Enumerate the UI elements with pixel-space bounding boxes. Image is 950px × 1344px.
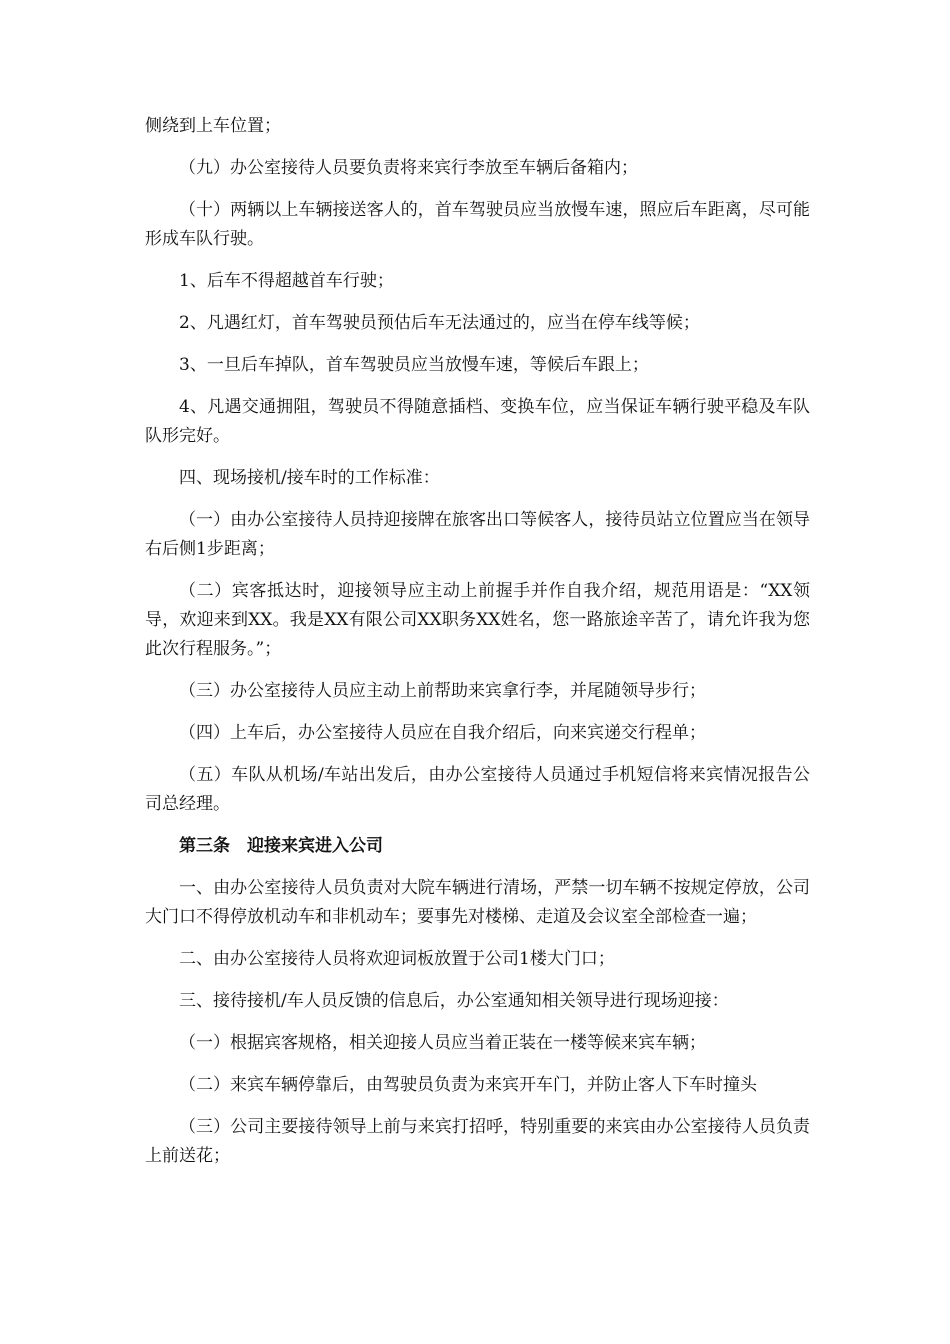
paragraph-rule-3: 3、一旦后车掉队，首车驾驶员应当放慢车速，等候后车跟上； xyxy=(179,355,649,375)
paragraph-substep-1: （一）根据宾客规格，相关迎接人员应当着正装在一楼等候来宾车辆； xyxy=(179,1033,706,1053)
paragraph-standard-2: （二）宾客抵达时，迎接领导应主动上前握手并作自我介绍，规范用语是：“XX领导，欢迎来到XX。我是XX有限公司XX职务XX姓名，您一路旅途辛苦了，请允许我为您此次行程服务。”； xyxy=(145,581,810,659)
paragraph-section-2: 二、由办公室接待人员将欢迎词板放置于公司1楼大门口； xyxy=(179,949,615,969)
paragraph-standard-5: （五）车队从机场/车站出发后，由办公室接待人员通过手机短信将来宾情况报告公司总经理。 xyxy=(145,765,810,814)
paragraph-continuation: 侧绕到上车位置； xyxy=(145,116,281,136)
paragraph-substep-2: （二）来宾车辆停靠后，由驾驶员负责为来宾开车门，并防止客人下车时撞头 xyxy=(179,1075,757,1095)
paragraph-standard-4: （四）上车后，办公室接待人员应在自我介绍后，向来宾递交行程单； xyxy=(179,723,706,743)
paragraph-section-1: 一、由办公室接待人员负责对大院车辆进行清场，严禁一切车辆不按规定停放，公司大门口不得停放机动车和非机动车；要事先对楼梯、走道及会议室全部检查一遍； xyxy=(145,878,810,927)
paragraph-rule-4: 4、凡遇交通拥阻，驾驶员不得随意插档、变换车位，应当保证车辆行驶平稳及车队队形完好。 xyxy=(145,397,810,446)
section-heading-4: 四、现场接机/接车时的工作标准： xyxy=(179,468,440,488)
paragraph-item-10: （十）两辆以上车辆接送客人的，首车驾驶员应当放慢车速，照应后车距离，尽可能形成车队行驶。 xyxy=(145,200,810,249)
paragraph-rule-2: 2、凡遇红灯，首车驾驶员预估后车无法通过的，应当在停车线等候； xyxy=(179,313,700,333)
paragraph-rule-1: 1、后车不得超越首车行驶； xyxy=(179,271,394,291)
paragraph-item-9: （九）办公室接待人员要负责将来宾行李放至车辆后备箱内； xyxy=(179,158,638,178)
paragraph-standard-1: （一）由办公室接待人员持迎接牌在旅客出口等候客人，接待员站立位置应当在领导右后侧1步距离； xyxy=(145,510,810,559)
paragraph-standard-3: （三）办公室接待人员应主动上前帮助来宾拿行李，并尾随领导步行； xyxy=(179,681,706,701)
article-heading: 第三条 迎接来宾进入公司 xyxy=(179,836,383,856)
paragraph-section-3: 三、接待接机/车人员反馈的信息后，办公室通知相关领导进行现场迎接： xyxy=(179,991,729,1011)
document-body xyxy=(145,112,810,1184)
paragraph-substep-3: （三）公司主要接待领导上前与来宾打招呼，特别重要的来宾由办公室接待人员负责上前送花； xyxy=(145,1117,810,1166)
